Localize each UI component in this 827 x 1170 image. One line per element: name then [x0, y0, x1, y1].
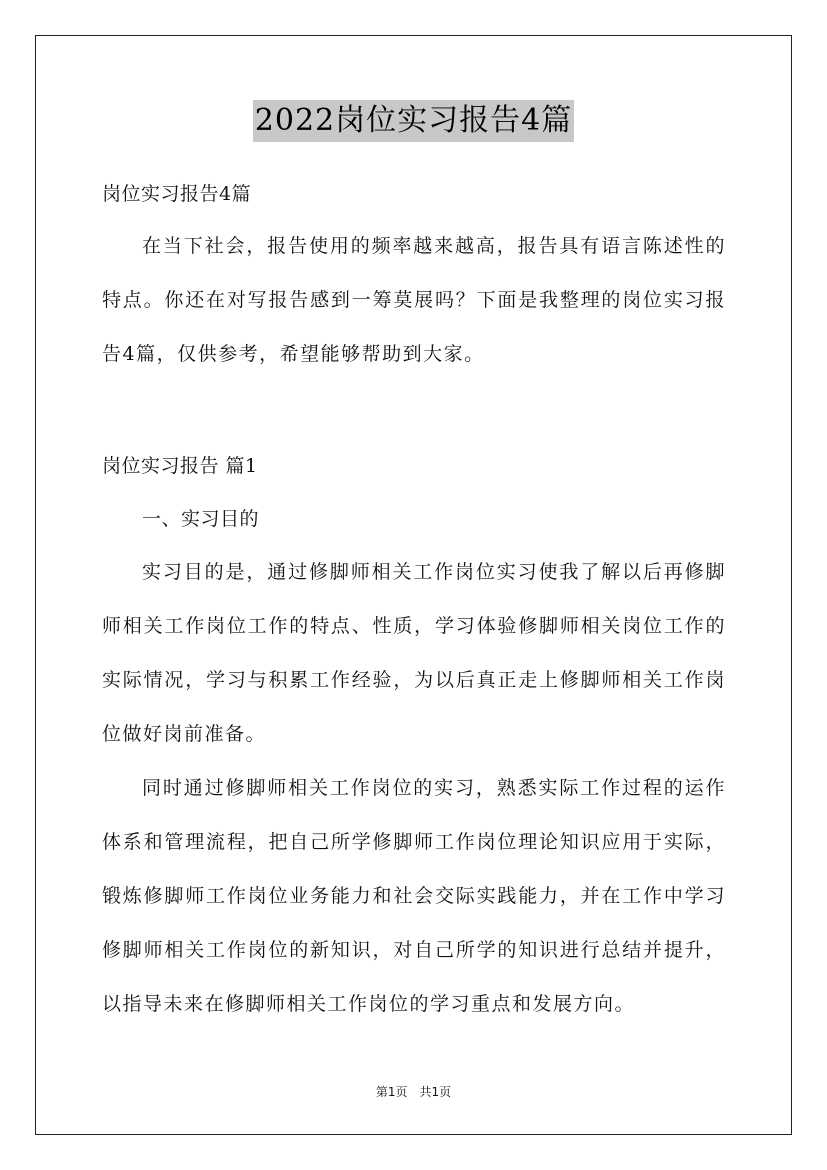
document-title: 2022岗位实习报告4篇	[253, 100, 574, 142]
subsection-heading: 一、实习目的	[142, 508, 260, 530]
section-heading: 岗位实习报告 篇1	[102, 455, 258, 477]
page-footer: 第1页 共1页	[375, 1085, 452, 1099]
document-subtitle: 岗位实习报告4篇	[102, 183, 252, 205]
document-title-wrap	[0, 100, 827, 142]
body-paragraph-2: 同时通过修脚师相关工作岗位的实习，熟悉实际工作过程的运作体系和管理流程，把自己所学修脚师工作岗位理论知识应用于实际，锻炼修脚师工作岗位业务能力和社会交际实践能力，并在工作中学习修脚师相关工作岗位的新知识，对自己所学的知识进行总结并提升，以指导未来在修脚师相关工作岗位的学习重点和发展方向。	[102, 777, 726, 1015]
body-paragraph-1: 实习目的是，通过修脚师相关工作岗位实习使我了解以后再修脚师相关工作岗位工作的特点、性质，学习体验修脚师相关岗位工作的实际情况，学习与积累工作经验，为以后真正走上修脚师相关工作岗位做好岗前准备。	[102, 561, 726, 745]
intro-paragraph: 在当下社会，报告使用的频率越来越高，报告具有语言陈述性的特点。你还在对写报告感到一筹莫展吗？下面是我整理的岗位实习报告4篇，仅供参考，希望能够帮助到大家。	[102, 235, 726, 365]
